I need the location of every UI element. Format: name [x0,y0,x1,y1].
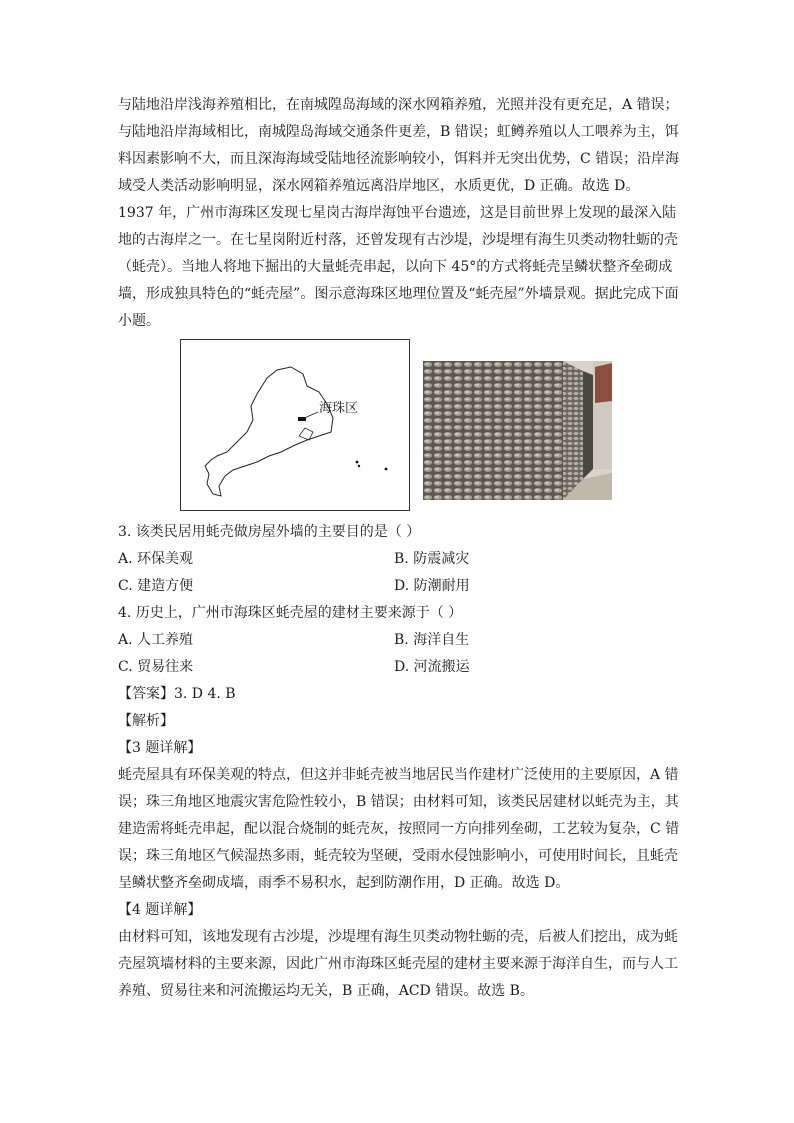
detail-4-paragraph [118,924,678,1005]
map-label-haizhu: 海珠区 [319,401,359,416]
option-d: D. 防潮耐用 [394,578,470,594]
question-4-options-row-2 [118,654,678,681]
option-a: A. 环保美观 [118,551,194,567]
detail-3-heading: 【3 题详解】 [118,740,202,756]
guangzhou-map [180,339,410,511]
option-c: C. 建造方便 [118,578,194,594]
oyster-wall-image [423,361,612,500]
text-line: 域受人类活动影响明显，深水网箱养殖远离沿岸地区，水质更优，D 正确。故选 D。 [118,178,640,194]
option-c: C. 贸易往来 [118,659,194,675]
question-3-stem: 3. 该类民居用蚝壳做房屋外墙的主要目的是（ ） [118,524,421,540]
answer-line: 【答案】3. D 4. B [118,686,236,702]
option-a: A. 人工养殖 [118,632,194,648]
text-line: 1937 年，广州市海珠区发现七星岗古海岸海蚀平台遗迹，这是目前世界上发现的最深入陆 [118,205,677,221]
text-line: 呈鳞状整齐垒砌成墙，雨季不易积水，起到防潮作用，D 正确。故选 D。 [118,875,570,891]
question-4-options-row-1 [118,627,678,654]
analysis-heading: 【解析】 [118,713,174,729]
question-3-options-row-2 [118,573,678,600]
oyster-shell-wall-photo [423,361,612,500]
previous-answer-paragraph [118,92,678,200]
text-line: 养殖、贸易往来和河流搬运均无关，B 正确，ACD 错误。故选 B。 [118,983,534,999]
detail-4-heading: 【4 题详解】 [118,902,202,918]
text-line: 误；珠三角地区气候湿热多雨，蚝壳较为坚硬，受雨水侵蚀影响小，可使用时间长，且蚝壳 [118,848,678,864]
detail-3-paragraph [118,762,678,897]
question-3-options-row-1 [118,546,678,573]
text-line: 地的古海岸之一。在七星岗附近村落，还曾发现有古沙堤，沙堤埋有海生贝类动物牡蛎的壳 [118,232,678,248]
text-line: 与陆地沿岸海域相比，南城隍岛海域交通条件更差，B 错误；虹鳟养殖以人工喂养为主，饵 [118,124,679,140]
map-outline-icon [181,340,409,510]
figures-row [118,339,678,511]
text-line: 小题。 [118,313,160,329]
text-line: 建造需将蚝壳串起，配以混合烧制的蚝壳灰，按照同一方向排列垒砌，工艺较为复杂，C 错 [118,821,680,837]
text-line: 料因素影响不大，而且深海海域受陆地径流影响较小，饵料并无突出优势，C 错误；沿岸海 [118,151,680,167]
question-4-stem: 4. 历史上，广州市海珠区蚝壳屋的建材主要来源于（ ） [118,605,463,621]
text-line: 误；珠三角地区地震灾害危险性较小，B 错误；由材料可知，该类民居建材以蚝壳为主，其 [118,794,679,810]
text-line: 蚝壳屋具有环保美观的特点，但这并非蚝壳被当地居民当作建材广泛使用的主要原因，A 错 [118,767,679,783]
option-d: D. 河流搬运 [394,659,470,675]
text-line: 壳屋筑墙材料的主要来源，因此广州市海珠区蚝壳屋的建材主要来源于海洋自生，而与人工 [118,956,678,972]
text-line: 与陆地沿岸浅海养殖相比，在南城隍岛海域的深水网箱养殖，光照并没有更充足，A 错误； [118,97,679,113]
text-line: 墙，形成独具特色的“蚝壳屋”。图示意海珠区地理位置及“蚝壳屋”外墙景观。据此完成下面 [118,286,679,302]
document-page [118,92,678,1005]
text-line: （蚝壳）。当地人将地下掘出的大量蚝壳串起，以向下 45°的方式将蚝壳呈鳞状整齐垒砌成 [118,259,673,275]
text-line: 由材料可知，该地发现有古沙堤，沙堤埋有海生贝类动物牡蛎的壳，后被人们挖出，成为蚝 [118,929,678,945]
material-paragraph [118,200,678,335]
option-b: B. 防震减灾 [394,551,470,567]
option-b: B. 海洋自生 [394,632,470,648]
